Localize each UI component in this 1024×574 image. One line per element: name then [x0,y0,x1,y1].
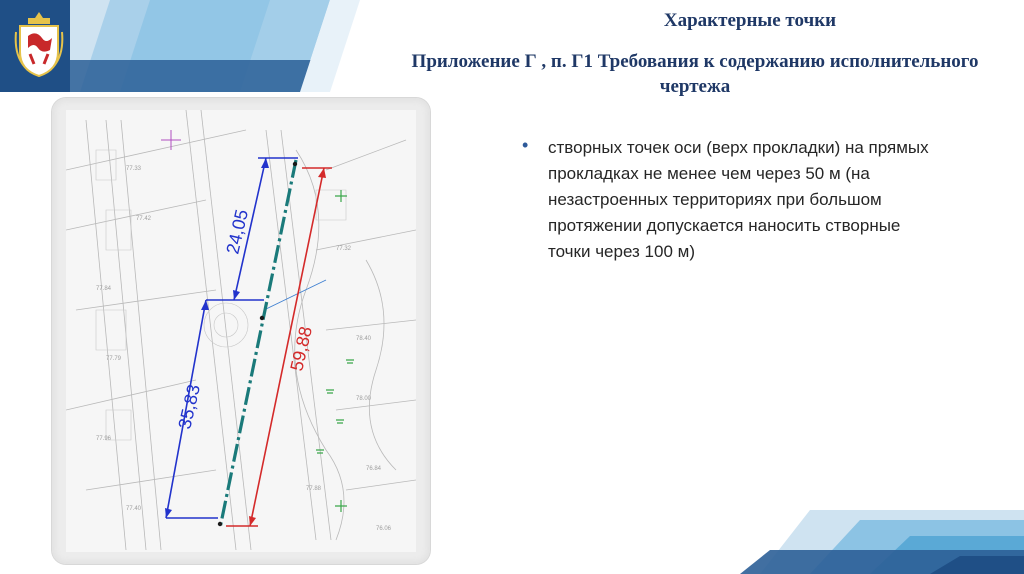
svg-text:77.88: 77.88 [306,486,322,492]
svg-text:77.96: 77.96 [96,436,112,442]
svg-text:77.79: 77.79 [106,356,122,362]
region-emblem-icon [14,8,64,80]
dimension-label-bottom-left: 35,83 [174,382,205,431]
svg-text:76.06: 76.06 [376,526,392,532]
dimension-label-top-left: 24,05 [222,207,253,256]
list-item-text: створных точек оси (верх прокладки) на прямых прокладках не менее чем через 50 м (на незастроенных территориях при большом протяжении допускается наносить створные точки через 100 м) [548,138,929,261]
svg-text:77.84: 77.84 [96,286,112,292]
svg-text:76.84: 76.84 [366,466,382,472]
bullet-icon: • [522,135,529,155]
page-title: Характерные точки [663,10,837,31]
list-item [522,135,942,265]
executive-drawing-image [52,98,430,564]
svg-text:78.00: 78.00 [356,396,372,402]
svg-text:77.42: 77.42 [136,216,152,222]
page-subtitle: Приложение Г , п. Г1 Требования к содержанию исполнительного чертежа [411,51,979,97]
svg-text:77.33: 77.33 [126,166,142,172]
svg-text:77.40: 77.40 [126,506,142,512]
footer-decoration [700,500,1024,574]
svg-text:78.40: 78.40 [356,336,372,342]
requirements-list [522,135,942,265]
dimension-label-total: 59,88 [286,324,317,373]
svg-text:77.32: 77.32 [336,246,352,252]
